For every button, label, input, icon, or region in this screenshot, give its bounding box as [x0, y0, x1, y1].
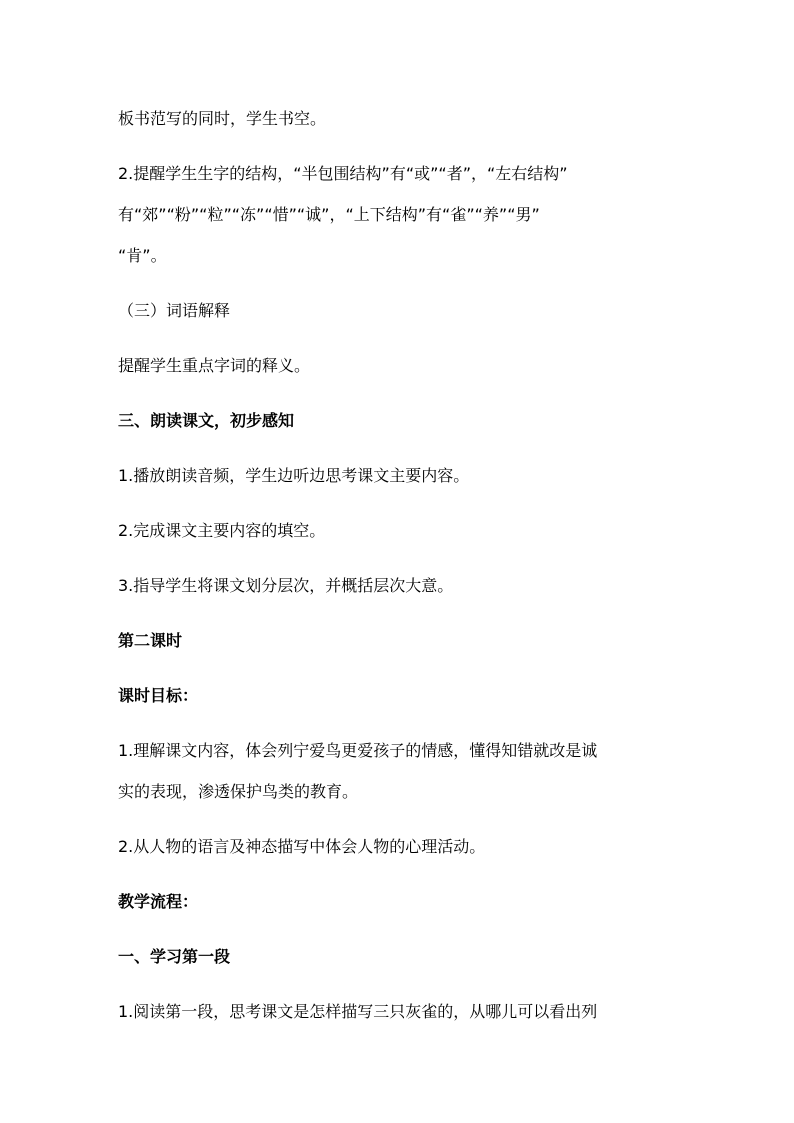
section-heading: 三、朗读课文，初步感知 — [118, 411, 295, 430]
process-heading: 教学流程： — [118, 892, 199, 911]
text-line: 2.完成课文主要内容的填空。 — [118, 521, 326, 540]
text-line: 3.指导学生将课文划分层次，并概括层次大意。 — [118, 576, 454, 595]
lesson-heading: 第二课时 — [118, 631, 183, 650]
goals-heading: 课时目标： — [118, 686, 199, 705]
text-line: 1.理解课文内容，体会列宁爱鸟更爱孩子的情感，懂得知错就改是诚 — [118, 741, 598, 760]
text-line: 实的表现，渗透保护鸟类的教育。 — [118, 782, 359, 801]
text-line: 有“郊”“粉”“粒”“冻”“惜”“诚”，“上下结构”有“雀”“养”“男” — [118, 205, 540, 224]
text-line: 1.阅读第一段，思考课文是怎样描写三只灰雀的，从哪儿可以看出列 — [118, 1002, 598, 1021]
section-subheading: （三）词语解释 — [118, 301, 231, 320]
text-line: 2.从人物的语言及神态描写中体会人物的心理活动。 — [118, 837, 486, 856]
section-heading: 一、学习第一段 — [118, 947, 231, 966]
text-line: 2.提醒学生生字的结构，“半包围结构”有“或”“者”，“左右结构” — [118, 164, 568, 183]
text-line: “肯”。 — [118, 246, 167, 265]
text-line: 提醒学生重点字词的释义。 — [118, 356, 311, 375]
text-line: 1.播放朗读音频，学生边听边思考课文主要内容。 — [118, 466, 470, 485]
text-line: 板书范写的同时，学生书空。 — [118, 109, 327, 128]
